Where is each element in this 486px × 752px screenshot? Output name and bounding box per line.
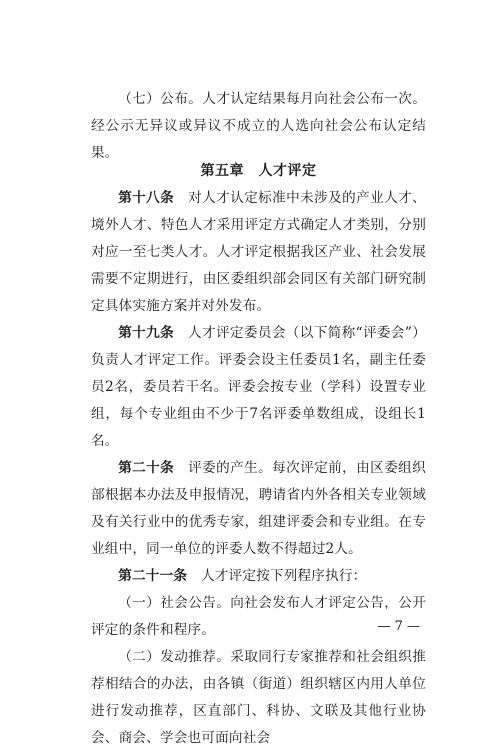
intro-paragraph: （七）公布。人才认定结果每月向社会公布一次。经公示无异议或异议不成立的人选向社会公布认定结果。 <box>91 91 426 161</box>
article-21 <box>91 563 426 590</box>
article-20 <box>91 455 426 563</box>
intro-section <box>91 86 426 167</box>
article-label: 第二十一条 <box>118 568 188 584</box>
article-label: 第十九条 <box>118 325 175 341</box>
article-text: 人才评定按下列程序执行： <box>187 568 367 584</box>
step-2: （二）发动推荐。采取同行专家推荐和社会组织推荐相结合的办法，由各镇（街道）组织辖区内用人单位进行发动推荐，区直部门、科协、文联及其他行业协会、商会、学会也可面向社会 <box>91 649 426 746</box>
page-number: — 7 — <box>377 619 420 634</box>
article-label: 第十八条 <box>118 190 175 206</box>
article-text: 人才评定委员会（以下简称“评委会”）负责人才评定工作。评委会设主任委员1名，副主任委员2名，委员若干名。评委会按专业（学科）设置专业组，每个专业组由不少于7名评委单数组成，设组长1名。 <box>91 325 426 449</box>
article-19 <box>91 320 426 455</box>
article-text: 对人才认定标准中未涉及的产业人才、境外人才、特色人才采用评定方式确定人才类别，分别对应一至七类人才。人才评定根据我区产业、社会发展需要不定期进行，由区委组织部会同区有关部门研究制定具体实施方案并对外发布。 <box>91 190 426 314</box>
chapter-body <box>91 185 426 752</box>
step-1: （一）社会公告。向社会发布人才评定公告，公开评定的条件和程序。 <box>91 595 426 638</box>
article-18 <box>91 185 426 320</box>
article-label: 第二十条 <box>118 460 175 476</box>
article-text: 评委的产生。每次评定前，由区委组织部根据本办法及申报情况，聘请省内外各相关专业领域及有关行业中的优秀专家，组建评委会和专业组。在专业组中，同一单位的评委人数不得超过2人。 <box>91 460 426 557</box>
chapter-title: 第五章 人才评定 <box>200 163 317 179</box>
